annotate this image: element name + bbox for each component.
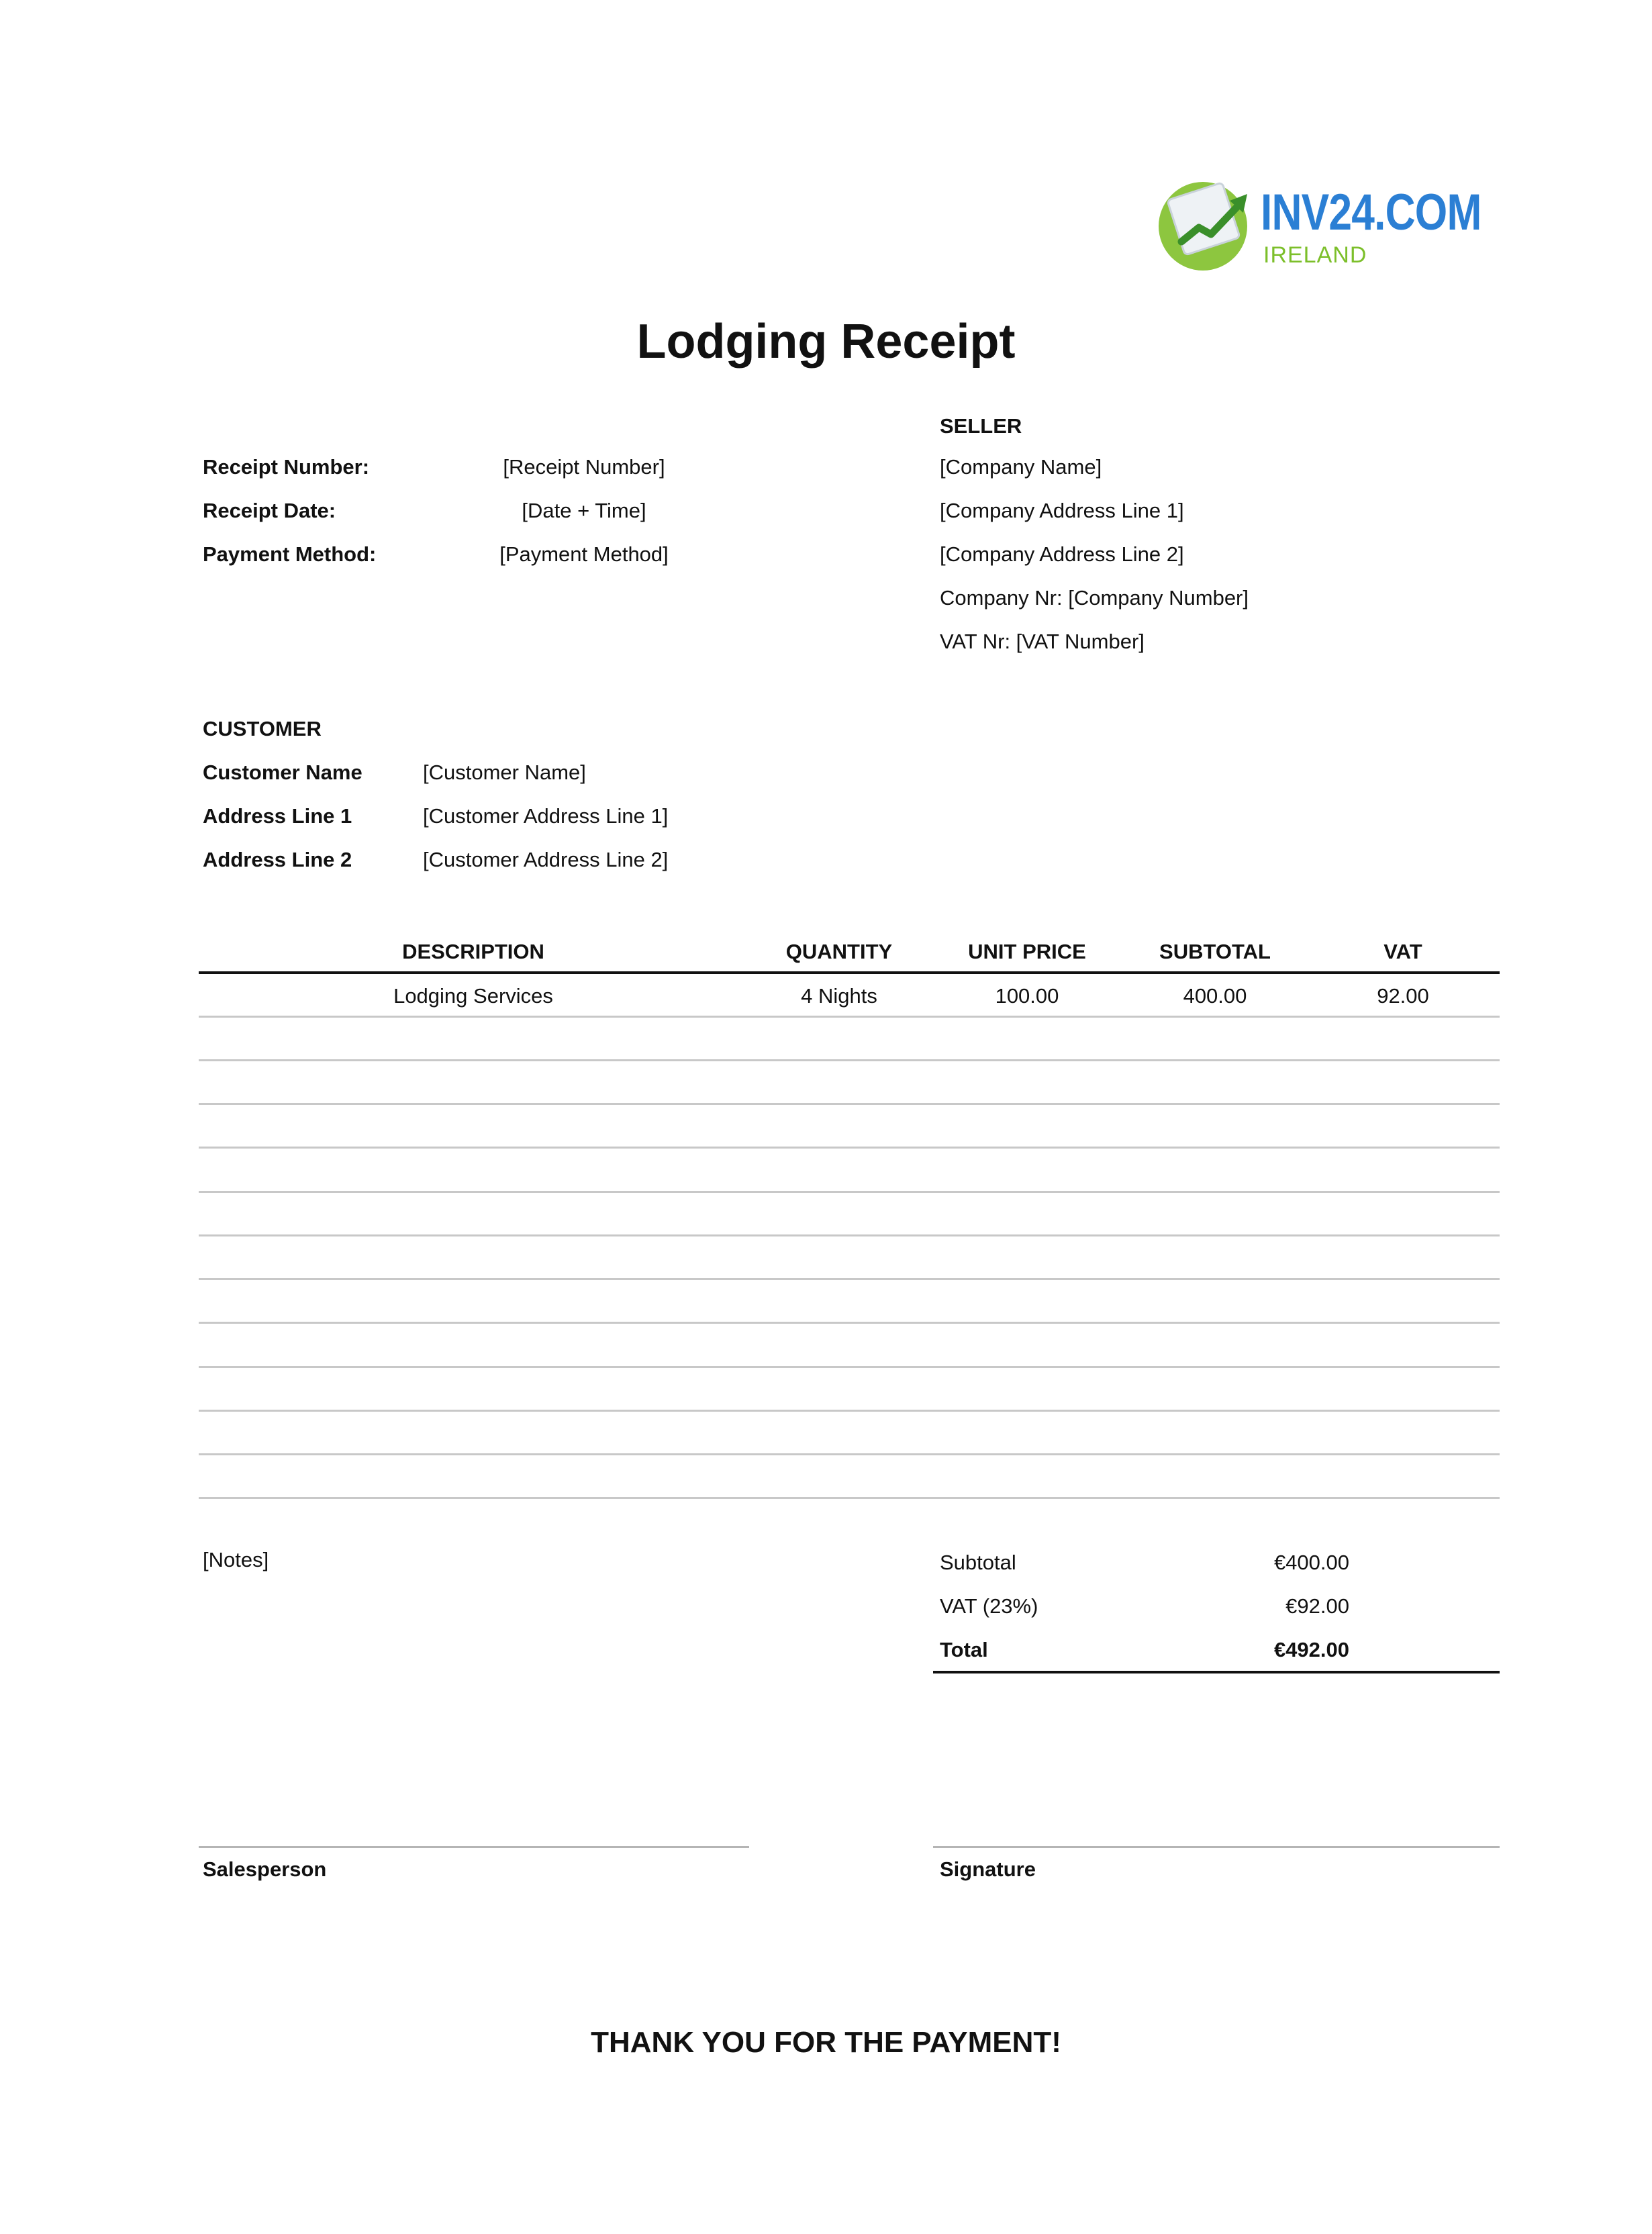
logo-badge-icon: [1155, 171, 1262, 279]
page-title: Lodging Receipt: [636, 315, 1016, 369]
row-subtotal: 400.00: [1183, 984, 1247, 1008]
row-description: Lodging Services: [393, 984, 553, 1008]
customer-address-2-value: [Customer Address Line 2]: [423, 848, 669, 871]
col-header-subtotal: SUBTOTAL: [1159, 940, 1271, 963]
table-row-rule: [199, 1016, 1500, 1018]
seller-address-line-2: [Company Address Line 2]: [940, 542, 1184, 566]
customer-name-label: Customer Name: [203, 761, 362, 784]
seller-heading: SELLER: [940, 414, 1022, 438]
signature-label: Signature: [940, 1857, 1036, 1881]
logo-region: IRELAND: [1263, 242, 1367, 268]
thank-you-message: THANK YOU FOR THE PAYMENT!: [591, 2026, 1061, 2059]
table-row-rule: [199, 1497, 1500, 1499]
table-row-rule: [199, 1278, 1500, 1280]
receipt-date-label: Receipt Date:: [203, 499, 336, 522]
row-vat: 92.00: [1377, 984, 1429, 1008]
seller-company-number: Company Nr: [Company Number]: [940, 586, 1249, 610]
row-quantity: 4 Nights: [801, 984, 877, 1008]
col-header-unit-price: UNIT PRICE: [968, 940, 1086, 963]
seller-address-line-1: [Company Address Line 1]: [940, 499, 1184, 522]
signature-line: [933, 1846, 1500, 1848]
total-label: Total: [940, 1638, 988, 1661]
col-header-vat: VAT: [1383, 940, 1422, 963]
table-header-rule: [199, 971, 1500, 974]
table-row-rule: [199, 1191, 1500, 1193]
seller-vat-number: VAT Nr: [VAT Number]: [940, 630, 1145, 653]
table-row-rule: [199, 1234, 1500, 1236]
receipt-date-value: [Date + Time]: [522, 499, 646, 522]
payment-method-label: Payment Method:: [203, 542, 377, 566]
table-row-rule: [199, 1322, 1500, 1324]
customer-address-1-value: [Customer Address Line 1]: [423, 804, 669, 828]
receipt-number-value: [Receipt Number]: [503, 455, 665, 479]
notes: [Notes]: [203, 1548, 269, 1571]
salesperson-label: Salesperson: [203, 1857, 327, 1881]
table-row-rule: [199, 1366, 1500, 1368]
subtotal-label: Subtotal: [940, 1551, 1016, 1574]
table-row-rule: [199, 1410, 1500, 1412]
table-row-rule: [199, 1103, 1500, 1105]
customer-address-2-label: Address Line 2: [203, 848, 352, 871]
col-header-description: DESCRIPTION: [402, 940, 544, 963]
row-unit-price: 100.00: [995, 984, 1059, 1008]
logo-wordmark: INV24.COM: [1261, 184, 1481, 241]
vat-value: €92.00: [1285, 1594, 1349, 1618]
col-header-quantity: QUANTITY: [785, 940, 893, 963]
total-value: €492.00: [1273, 1638, 1349, 1661]
customer-heading: CUSTOMER: [203, 717, 322, 740]
vat-label: VAT (23%): [940, 1594, 1038, 1618]
table-row-rule: [199, 1453, 1500, 1455]
payment-method-value: [Payment Method]: [499, 542, 669, 566]
totals-rule: [933, 1671, 1500, 1673]
customer-address-1-label: Address Line 1: [203, 804, 352, 828]
company-logo: [1155, 171, 1481, 279]
receipt-number-label: Receipt Number:: [203, 455, 370, 479]
seller-company-name: [Company Name]: [940, 455, 1102, 479]
subtotal-value: €400.00: [1273, 1551, 1349, 1574]
customer-name-value: [Customer Name]: [423, 761, 586, 784]
table-row-rule: [199, 1059, 1500, 1061]
salesperson-line: [199, 1846, 749, 1848]
table-row-rule: [199, 1147, 1500, 1149]
